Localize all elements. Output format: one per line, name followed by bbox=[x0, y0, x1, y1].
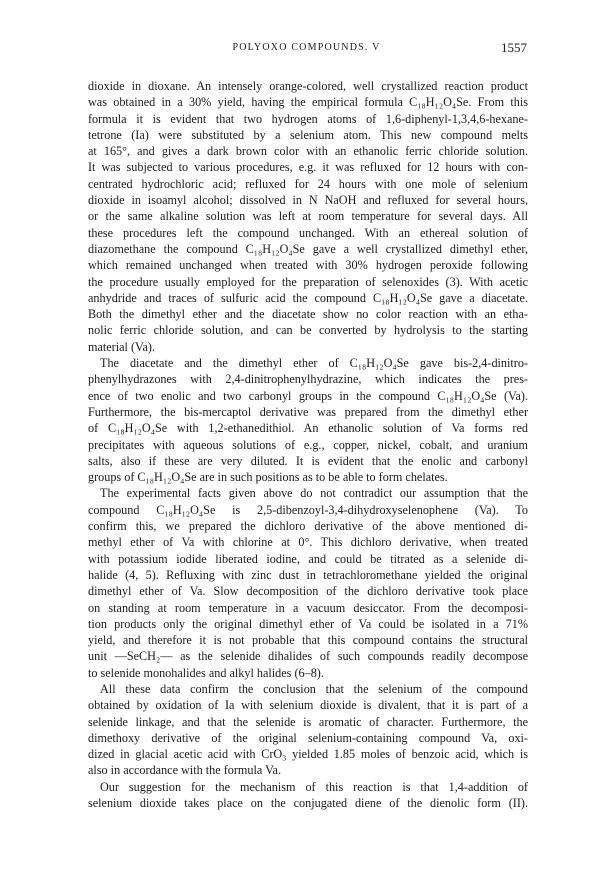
text-line: unit —SeCH₂— as the selenide dihalides of such compounds readily decompose bbox=[88, 649, 528, 664]
text-line: Furthermore, the bis-mercaptol derivative was prepared from the dimethyl ether bbox=[88, 404, 528, 419]
page-number: 1557 bbox=[501, 40, 527, 55]
text-line: centrated hydrochloric acid; refluxed for 24 hours with one mole of selenium bbox=[88, 176, 528, 191]
page-header bbox=[0, 40, 613, 60]
text-line: dized in glacial acetic acid with CrO₃ yielded 1.85 moles of benzoic acid, which is bbox=[88, 747, 528, 762]
text-line: also in accordance with the formula Va. bbox=[88, 763, 282, 778]
text-line: All these data confirm the conclusion that the selenium of the compound bbox=[100, 681, 528, 696]
text-line: ence of two enolic and two carbonyl groups in the compound C₁₈H₁₂O₄Se (Va). bbox=[88, 388, 528, 403]
text-line: on standing at room temperature in a vacuum desiccator. From the decomposi- bbox=[88, 600, 528, 615]
text-line: precipitates with aqueous solutions of e.g., copper, nickel, cobalt, and uranium bbox=[88, 437, 528, 452]
running-title: POLYOXO COMPOUNDS. V bbox=[232, 42, 381, 53]
text-line: which remained unchanged when treated with 30% hydrogen peroxide following bbox=[88, 258, 528, 273]
body-text bbox=[88, 78, 528, 811]
text-line: selenium dioxide takes place on the conjugated diene of the dienolic form (II). bbox=[88, 796, 528, 811]
text-line: phenylhydrazones with 2,4-dinitrophenylhydrazine, which indicates the pres- bbox=[88, 372, 528, 387]
text-line: was obtained in a 30% yield, having the empirical formula C₁₈H₁₂O₄Se. From this bbox=[88, 95, 528, 110]
text-line: anhydride and traces of sulfuric acid the compound C₁₈H₁₂O₄Se gave a diacetate. bbox=[88, 290, 528, 305]
text-line: halide (4, 5). Refluxing with zinc dust in tetrachloromethane yielded the original bbox=[88, 567, 528, 582]
text-line: of C₁₈H₁₂O₄Se with 1,2-ethanedithiol. An ethanolic solution of Va forms red bbox=[88, 421, 528, 436]
text-line: confirm this, we prepared the dichloro derivative of the above mentioned di- bbox=[88, 519, 528, 534]
text-line: these procedures left the compound unchanged. With an ethereal solution of bbox=[88, 225, 528, 240]
text-line: obtained by oxidation of Ia with selenium dioxide is divalent, that it is part of a bbox=[88, 698, 528, 713]
text-line: dioxide in isoamyl alcohol; dissolved in N NaOH and refluxed for several hours, bbox=[88, 193, 528, 208]
text-line: to selenide monohalides and alkyl halides (6–8). bbox=[88, 665, 324, 680]
text-line: compound C₁₈H₁₂O₄Se is 2,5-dibenzoyl-3,4-dihydroxyselenophene (Va). To bbox=[88, 502, 528, 517]
text-line: groups of C₁₈H₁₂O₄Se are in such positions as to be able to form chelates. bbox=[88, 470, 448, 485]
text-line: nolic ferric chloride solution, and can be converted by hydrolysis to the starting bbox=[88, 323, 528, 338]
text-line: yield, and therefore it is not probable that this compound contains the structural bbox=[88, 633, 528, 648]
text-line: Our suggestion for the mechanism of this reaction is that 1,4-addition of bbox=[100, 779, 528, 794]
text-line: The diacetate and the dimethyl ether of C₁₈H₁₂O₄Se gave bis-2,4-dinitro- bbox=[100, 356, 528, 371]
text-line: with potassium iodide liberated iodine, and could be titrated as a selenide di- bbox=[88, 551, 528, 566]
text-line: tetrone (Ia) were substituted by a selenium atom. This new compound melts bbox=[88, 127, 528, 142]
text-line: tion products only the original dimethyl ether of Va could be isolated in a 71% bbox=[88, 616, 528, 631]
text-line: salts, also if these are very diluted. It is evident that the enolic and carbonyl bbox=[88, 453, 528, 468]
text-line: dimethoxy derivative of the original selenium-containing compound Va, oxi- bbox=[88, 730, 528, 745]
text-line: or the same alkaline solution was left at room temperature for several days. All bbox=[88, 209, 528, 224]
text-line: dioxide in dioxane. An intensely orange-colored, well crystallized reaction product bbox=[88, 79, 528, 93]
text-line: It was subjected to various procedures, e.g. it was refluxed for 12 hours with con- bbox=[88, 160, 528, 175]
text-line: Both the dimethyl ether and the diacetate show no color reaction with an etha- bbox=[88, 307, 528, 322]
text-line: the procedure usually employed for the preparation of selenoxides (3). With acetic bbox=[88, 274, 528, 289]
text-line: diazomethane the compound C₁₈H₁₂O₄Se gave a well crystallized dimethyl ether, bbox=[88, 241, 528, 256]
text-line: at 165°, and gives a dark brown color with an ethanolic ferric chloride solution. bbox=[88, 144, 528, 159]
text-line: methyl ether of Va with chlorine at 0°. This dichloro derivative, when treated bbox=[88, 535, 528, 550]
text-line: material (Va). bbox=[88, 339, 155, 354]
text-line: dimethyl ether of Va. Slow decomposition of the dichloro derivative took place bbox=[88, 584, 528, 599]
text-line: formula it is evident that two hydrogen atoms of 1,6-diphenyl-1,3,4,6-hexane- bbox=[88, 111, 528, 126]
text-line: selenide linkage, and that the selenide is aromatic of character. Furthermore, the bbox=[88, 714, 528, 729]
text-line: The experimental facts given above do not contradict our assumption that the bbox=[100, 486, 528, 501]
